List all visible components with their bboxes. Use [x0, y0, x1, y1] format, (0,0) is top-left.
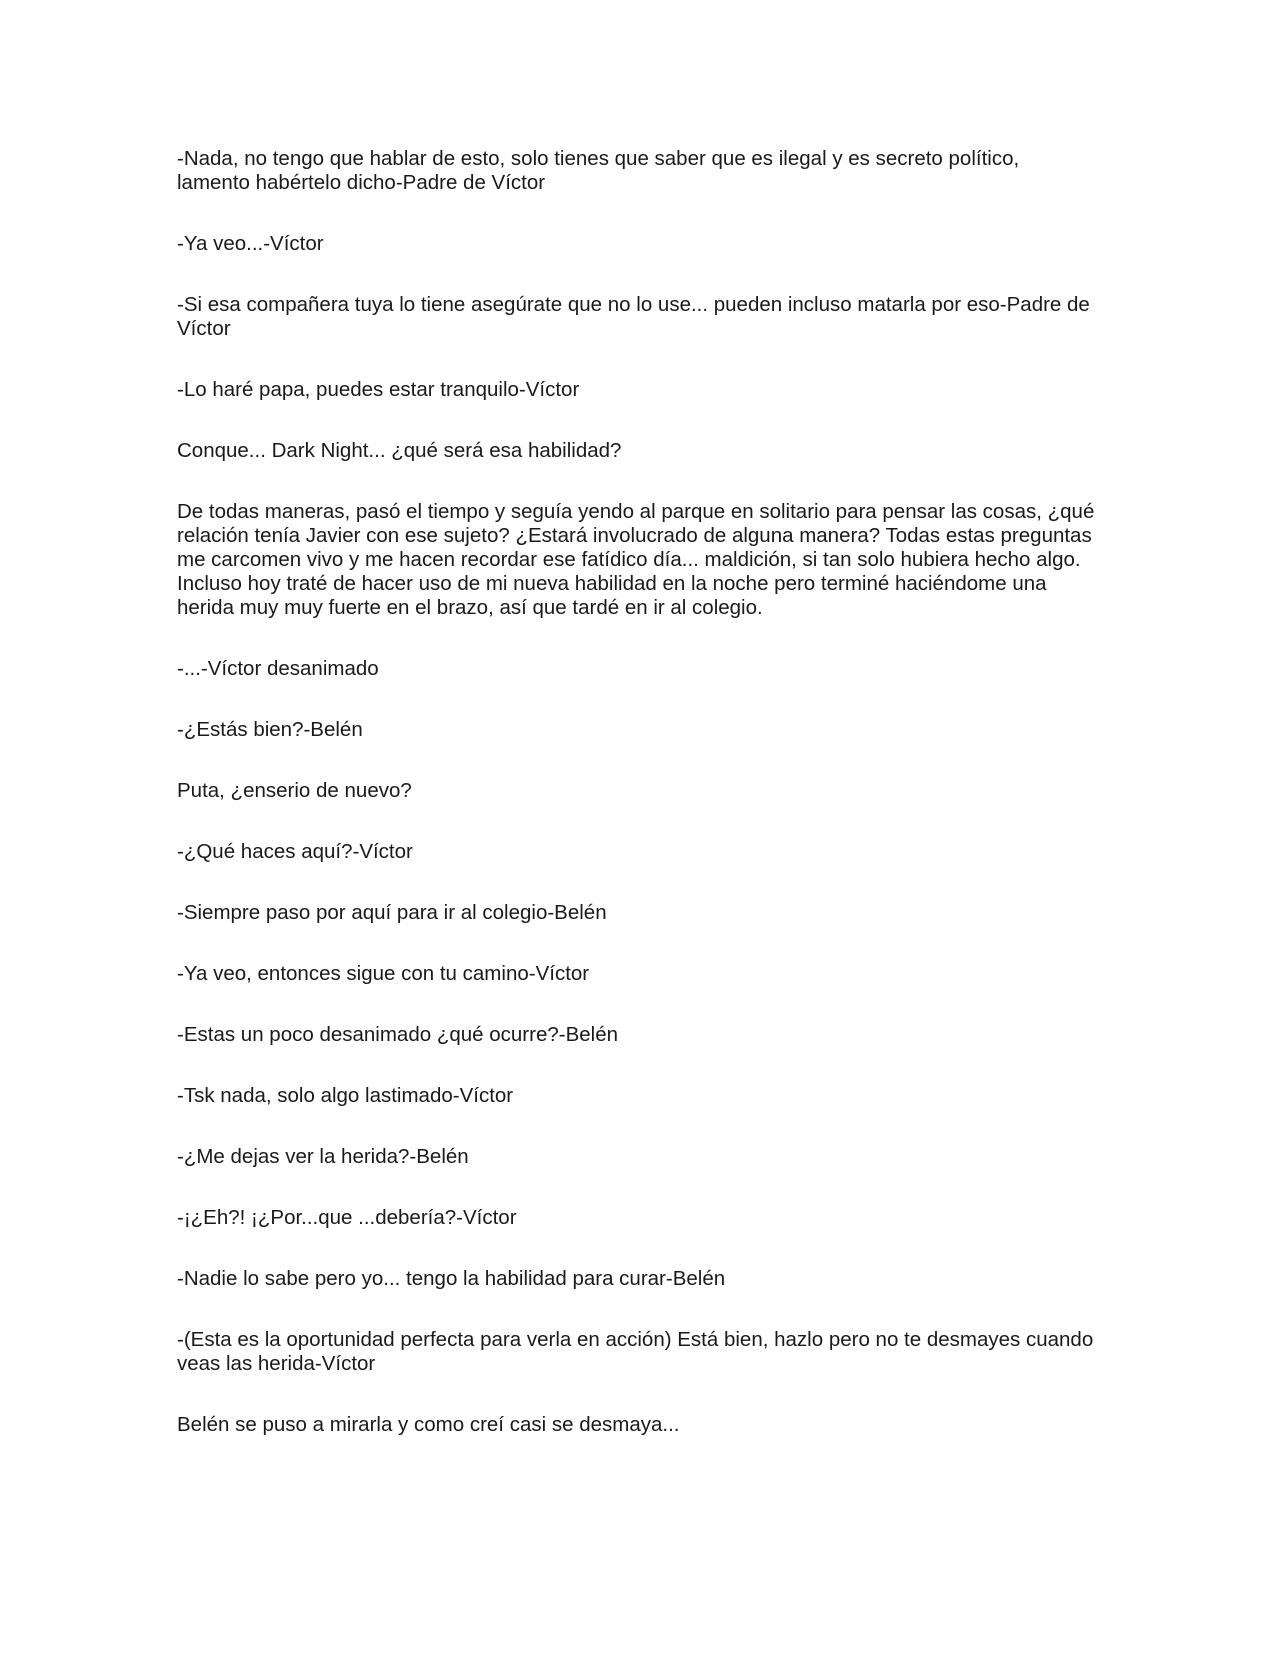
paragraph: -¡¿Eh?! ¡¿Por...que ...debería?-Víctor — [177, 1206, 517, 1229]
paragraph: -(Esta es la oportunidad perfecta para verla en acción) Está bien, hazlo pero no te desmayes cuando veas las herida-Víctor — [177, 1328, 1094, 1375]
paragraph: -Ya veo...-Víctor — [177, 232, 324, 255]
paragraph: -Tsk nada, solo algo lastimado-Víctor — [177, 1084, 514, 1107]
paragraph: -¿Me dejas ver la herida?-Belén — [177, 1145, 469, 1168]
paragraph: -¿Qué haces aquí?-Víctor — [177, 840, 413, 863]
paragraph: -Siempre paso por aquí para ir al colegio-Belén — [177, 901, 607, 924]
paragraph: Belén se puso a mirarla y como creí casi se desmaya... — [177, 1413, 680, 1436]
paragraph: -Ya veo, entonces sigue con tu camino-Víctor — [177, 962, 590, 985]
paragraph: -Nadie lo sabe pero yo... tengo la habilidad para curar-Belén — [177, 1267, 726, 1290]
paragraph: -¿Estás bien?-Belén — [177, 718, 363, 741]
paragraph: -Lo haré papa, puedes estar tranquilo-Víctor — [177, 378, 580, 401]
paragraph: -Estas un poco desanimado ¿qué ocurre?-Belén — [177, 1023, 619, 1046]
paragraph: -Nada, no tengo que hablar de esto, solo tienes que saber que es ilegal y es secreto político, lamento habértelo dicho-Padre de Víctor — [177, 147, 1020, 194]
paragraph: -Si esa compañera tuya lo tiene asegúrate que no lo use... pueden incluso matarla por eso-Padre de Víctor — [177, 293, 1090, 340]
paragraph: Conque... Dark Night... ¿qué será esa habilidad? — [177, 439, 622, 462]
document-body — [177, 147, 1097, 1474]
paragraph: -...-Víctor desanimado — [177, 657, 379, 680]
paragraph: Puta, ¿enserio de nuevo? — [177, 779, 412, 802]
paragraph: De todas maneras, pasó el tiempo y seguía yendo al parque en solitario para pensar las cosas, ¿qué relación tenía Javier con ese sujeto? ¿Estará involucrado de alguna manera? Todas estas preguntas me carcomen vivo y me hacen recordar ese fatídico día... maldición, si tan solo hubiera hecho algo. Incluso hoy traté de hacer uso de mi nueva habilidad en la noche pero terminé haciéndome una herida muy muy fuerte en el brazo, así que tardé en ir al colegio. — [177, 500, 1095, 619]
